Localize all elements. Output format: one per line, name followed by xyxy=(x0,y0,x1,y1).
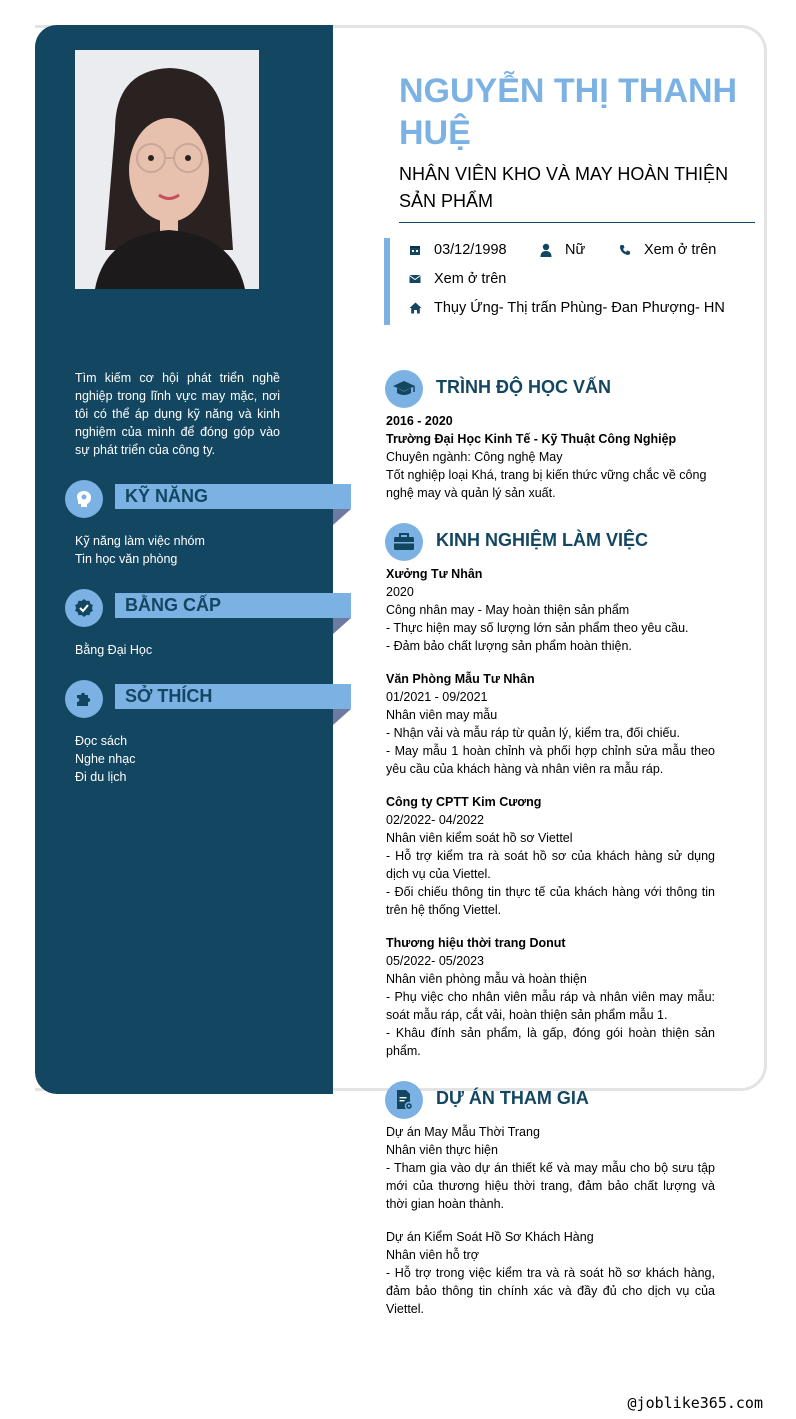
list-item: Đọc sách xyxy=(75,734,128,748)
experience-entry xyxy=(386,670,715,778)
calendar-icon xyxy=(408,243,422,257)
watermark-text: @joblike365.com xyxy=(627,1394,763,1412)
job-period: 01/2021 - 09/2021 xyxy=(386,690,488,704)
experience-entry xyxy=(386,934,715,1060)
briefcase-icon xyxy=(385,523,423,561)
list-item: Tin học văn phòng xyxy=(75,552,178,566)
envelope-icon xyxy=(408,272,422,286)
hobbies-heading-fold xyxy=(333,709,351,725)
list-item: Đi du lịch xyxy=(75,770,127,784)
email-value: Xem ở trên xyxy=(434,271,507,287)
company-name: Thương hiệu thời trang Donut xyxy=(386,936,566,950)
certificates-heading-fold xyxy=(333,618,351,634)
experience-heading: KINH NGHIỆM LÀM VIỆC xyxy=(436,530,649,550)
phone-icon xyxy=(618,243,632,257)
birthday-value: 03/12/1998 xyxy=(434,242,507,258)
job-duty: - Nhận vải và mẫu ráp từ quản lý, kiểm tra, đối chiếu. xyxy=(386,726,680,740)
project-entry xyxy=(386,1123,715,1213)
gender-value: Nữ xyxy=(565,242,586,258)
career-objective: Tìm kiếm cơ hội phát triển nghề nghiệp trong lĩnh vực may mặc, nơi tôi có thể áp dụng kỹ năng và kinh nghiệm của mình để đóng góp vào sự phát triển của công ty. xyxy=(75,371,280,457)
hobbies-heading: SỞ THÍCH xyxy=(115,684,351,709)
job-role: Nhân viên phòng mẫu và hoàn thiện xyxy=(386,972,587,986)
list-item: Bằng Đại Học xyxy=(75,643,153,657)
education-heading: TRÌNH ĐỘ HỌC VẤN xyxy=(436,377,611,397)
job-period: 02/2022- 04/2022 xyxy=(386,813,485,827)
project-description: - Tham gia vào dự án thiết kế và may mẫu cho bộ sưu tập mới của thương hiệu thời trang, đảm bảo chất lượng và thời gian hoàn thành. xyxy=(386,1161,715,1211)
certificates-list xyxy=(75,641,152,659)
job-duty: - Hỗ trợ kiểm tra rà soát hồ sơ của khách hàng sử dụng dịch vụ của Viettel. xyxy=(386,849,715,881)
skills-heading: KỸ NĂNG xyxy=(115,484,351,509)
puzzle-icon xyxy=(65,680,103,718)
job-duty: - May mẫu 1 hoàn chỉnh và phối hợp chỉnh sửa mẫu theo yêu cầu của khách hàng và nhân viên ra mẫu ráp. xyxy=(386,744,715,776)
list-item: Nghe nhạc xyxy=(75,752,136,766)
company-name: Công ty CPTT Kim Cương xyxy=(386,795,542,809)
contact-email xyxy=(408,270,506,288)
project-role: Nhân viên hỗ trợ xyxy=(386,1248,479,1262)
job-duty: - Đảm bảo chất lượng sản phẩm hoàn thiện. xyxy=(386,639,632,653)
contact-phone xyxy=(618,241,716,259)
company-name: Văn Phòng Mẫu Tư Nhân xyxy=(386,672,535,686)
document-gear-icon xyxy=(385,1081,423,1119)
skills-heading-fold xyxy=(333,509,351,525)
projects-heading: DỰ ÁN THAM GIA xyxy=(436,1088,589,1108)
list-item: Kỹ năng làm việc nhóm xyxy=(75,534,205,548)
job-duty: - Đối chiếu thông tin thực tế của khách hàng với thông tin trên hệ thống Viettel. xyxy=(386,885,715,917)
skills-list xyxy=(75,532,205,568)
project-description: - Hỗ trợ trong việc kiểm tra và rà soát hồ sơ khách hàng, đảm bảo thông tin chính xác và đầy đủ cho dịch vụ của Viettel. xyxy=(386,1266,715,1316)
user-icon xyxy=(539,243,553,257)
graduation-cap-icon xyxy=(385,370,423,408)
hobbies-list xyxy=(75,732,135,786)
job-title: NHÂN VIÊN KHO VÀ MAY HOÀN THIỆN SẢN PHẨM xyxy=(399,164,729,211)
job-duty: - Khâu đính sản phẩm, là gấp, đóng gói hoàn thiện sản phẩm. xyxy=(386,1026,715,1058)
contact-gender xyxy=(539,241,585,259)
company-name: Xưởng Tư Nhân xyxy=(386,567,483,581)
job-role: Nhân viên kiểm soát hồ sơ Viettel xyxy=(386,831,573,845)
education-major: Chuyên ngành: Công nghệ May xyxy=(386,450,563,464)
job-duty: - Thực hiện may số lượng lớn sản phẩm theo yêu cầu. xyxy=(386,621,689,635)
experience-entry xyxy=(386,793,715,919)
badge-check-icon xyxy=(65,589,103,627)
job-period: 2020 xyxy=(386,585,414,599)
experience-entry xyxy=(386,565,715,655)
address-value: Thụy Ứng- Thị trấn Phùng- Đan Phượng- HN xyxy=(434,300,725,316)
contact-address xyxy=(408,299,725,317)
contact-accent-bar xyxy=(384,238,390,325)
education-description: Tốt nghiệp loại Khá, trang bị kiến thức vững chắc về công nghệ may và quản lý sản xuất. xyxy=(386,468,707,500)
home-icon xyxy=(408,301,422,315)
education-school: Trường Đại Học Kinh Tế - Kỹ Thuật Công Nghiệp xyxy=(386,432,677,446)
education-entry xyxy=(386,412,715,502)
project-name: Dự án Kiểm Soát Hồ Sơ Khách Hàng xyxy=(386,1230,594,1244)
candidate-name: NGUYỄN THỊ THANH HUỆ xyxy=(399,72,738,152)
brain-icon xyxy=(65,480,103,518)
education-period: 2016 - 2020 xyxy=(386,414,453,428)
profile-photo xyxy=(75,50,259,289)
title-divider xyxy=(399,222,755,223)
job-period: 05/2022- 05/2023 xyxy=(386,954,485,968)
project-name: Dự án May Mẫu Thời Trang xyxy=(386,1125,540,1139)
job-role: Nhân viên may mẫu xyxy=(386,708,498,722)
project-role: Nhân viên thực hiện xyxy=(386,1143,498,1157)
certificates-heading: BẰNG CẤP xyxy=(115,593,351,618)
contact-birthday xyxy=(408,241,507,259)
project-entry xyxy=(386,1228,715,1318)
job-role: Công nhân may - May hoàn thiện sản phẩm xyxy=(386,603,630,617)
job-duty: - Phụ việc cho nhân viên mẫu ráp và nhân viên may mẫu: soát mẫu ráp, cắt vải, hoàn thiện sản phẩm mẫu 1. xyxy=(386,990,715,1022)
phone-value: Xem ở trên xyxy=(644,242,717,258)
